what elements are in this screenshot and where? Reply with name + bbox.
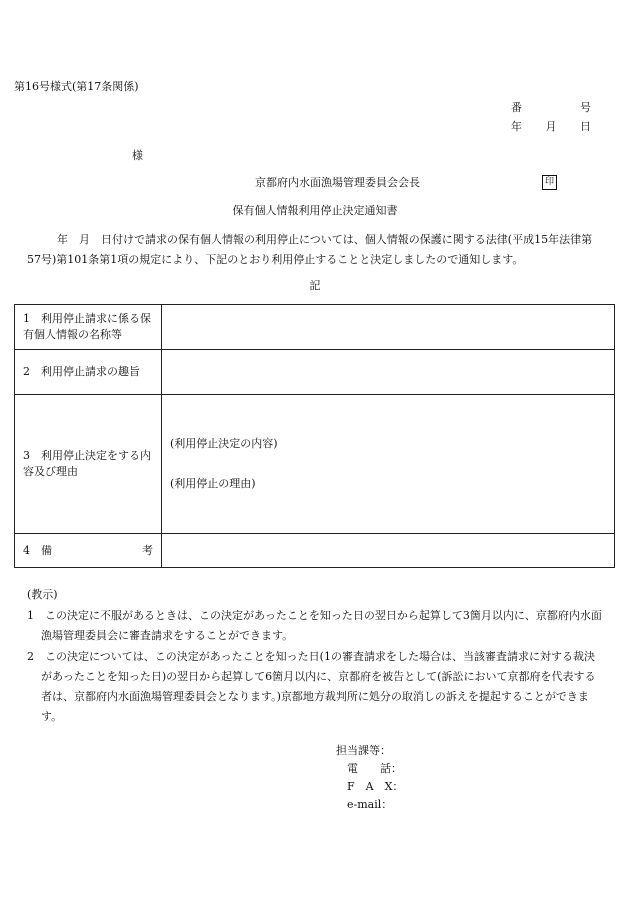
table-row	[15, 305, 615, 350]
row4-value	[162, 534, 615, 568]
row2-label: 2 利用停止請求の趣旨	[15, 350, 162, 395]
table-row	[15, 395, 615, 534]
intro-paragraph	[27, 230, 597, 270]
row2-value	[162, 350, 615, 395]
document-title: 保有個人情報利用停止決定通知書	[232, 204, 398, 217]
row3-value	[162, 395, 615, 534]
note-2: 2 この決定については、この決定があったことを知った日(1の審査請求をした場合は、当該審査請求に対する裁決があったことを知った日)の翌日から起算して6箇月以内に、京都府を被告として(訴訟において京都府を代表する者は、京都府内水面漁場管理委員会となります。)京都地方裁判所に処分の取消しの訴えを提起することができます。	[27, 650, 596, 723]
row1-label: 1 利用停止請求に係る保有個人情報の名称等	[15, 305, 162, 350]
row1-value	[162, 305, 615, 350]
number-label-ban: 番	[511, 101, 522, 114]
contact-tel: 電 話：	[336, 762, 402, 775]
decision-table	[14, 304, 615, 568]
seal-mark: 印	[542, 175, 557, 190]
decision-reason-label: (利用停止の理由)	[170, 477, 256, 490]
addressee: 様	[132, 149, 143, 162]
row4-label-a: 4 備	[23, 543, 52, 557]
ki-heading: 記	[309, 279, 321, 292]
row4-label-b: 考	[142, 543, 153, 557]
document-number-line	[511, 101, 591, 115]
intro-text: 年 月 日付けで請求の保有個人情報の利用停止については、個人情報の保護に関する法律(平成15年法律第57号)第101条第1項の規定により、下記のとおり利用停止することと決定しましたので通知します。	[27, 233, 593, 266]
date-year: 年	[511, 120, 522, 133]
instruction-notes	[27, 585, 602, 727]
decision-content-label: (利用停止決定の内容)	[170, 437, 278, 450]
form-number: 第16号様式(第17条関係)	[14, 80, 139, 93]
contact-fax: F A X：	[336, 780, 404, 793]
row4-label	[15, 534, 162, 568]
contact-email: e-mail：	[336, 798, 393, 811]
notes-heading: (教示)	[27, 588, 58, 601]
date-month: 月	[545, 120, 557, 133]
contact-dept: 担当課等：	[336, 744, 391, 757]
table-row	[15, 534, 615, 568]
date-line	[511, 120, 591, 134]
number-label-go: 号	[580, 101, 591, 114]
row3-label: 3 利用停止決定をする内容及び理由	[15, 395, 162, 534]
contact-block	[336, 742, 403, 814]
sender-name: 京都府内水面漁場管理委員会会長	[255, 176, 420, 189]
date-day: 日	[580, 120, 591, 133]
note-1: 1 この決定に不服があるときは、この決定があったことを知った日の翌日から起算して3箇月以内に、京都府内水面漁場管理委員会に審査請求をすることができます。	[27, 609, 602, 642]
table-row	[15, 350, 615, 395]
